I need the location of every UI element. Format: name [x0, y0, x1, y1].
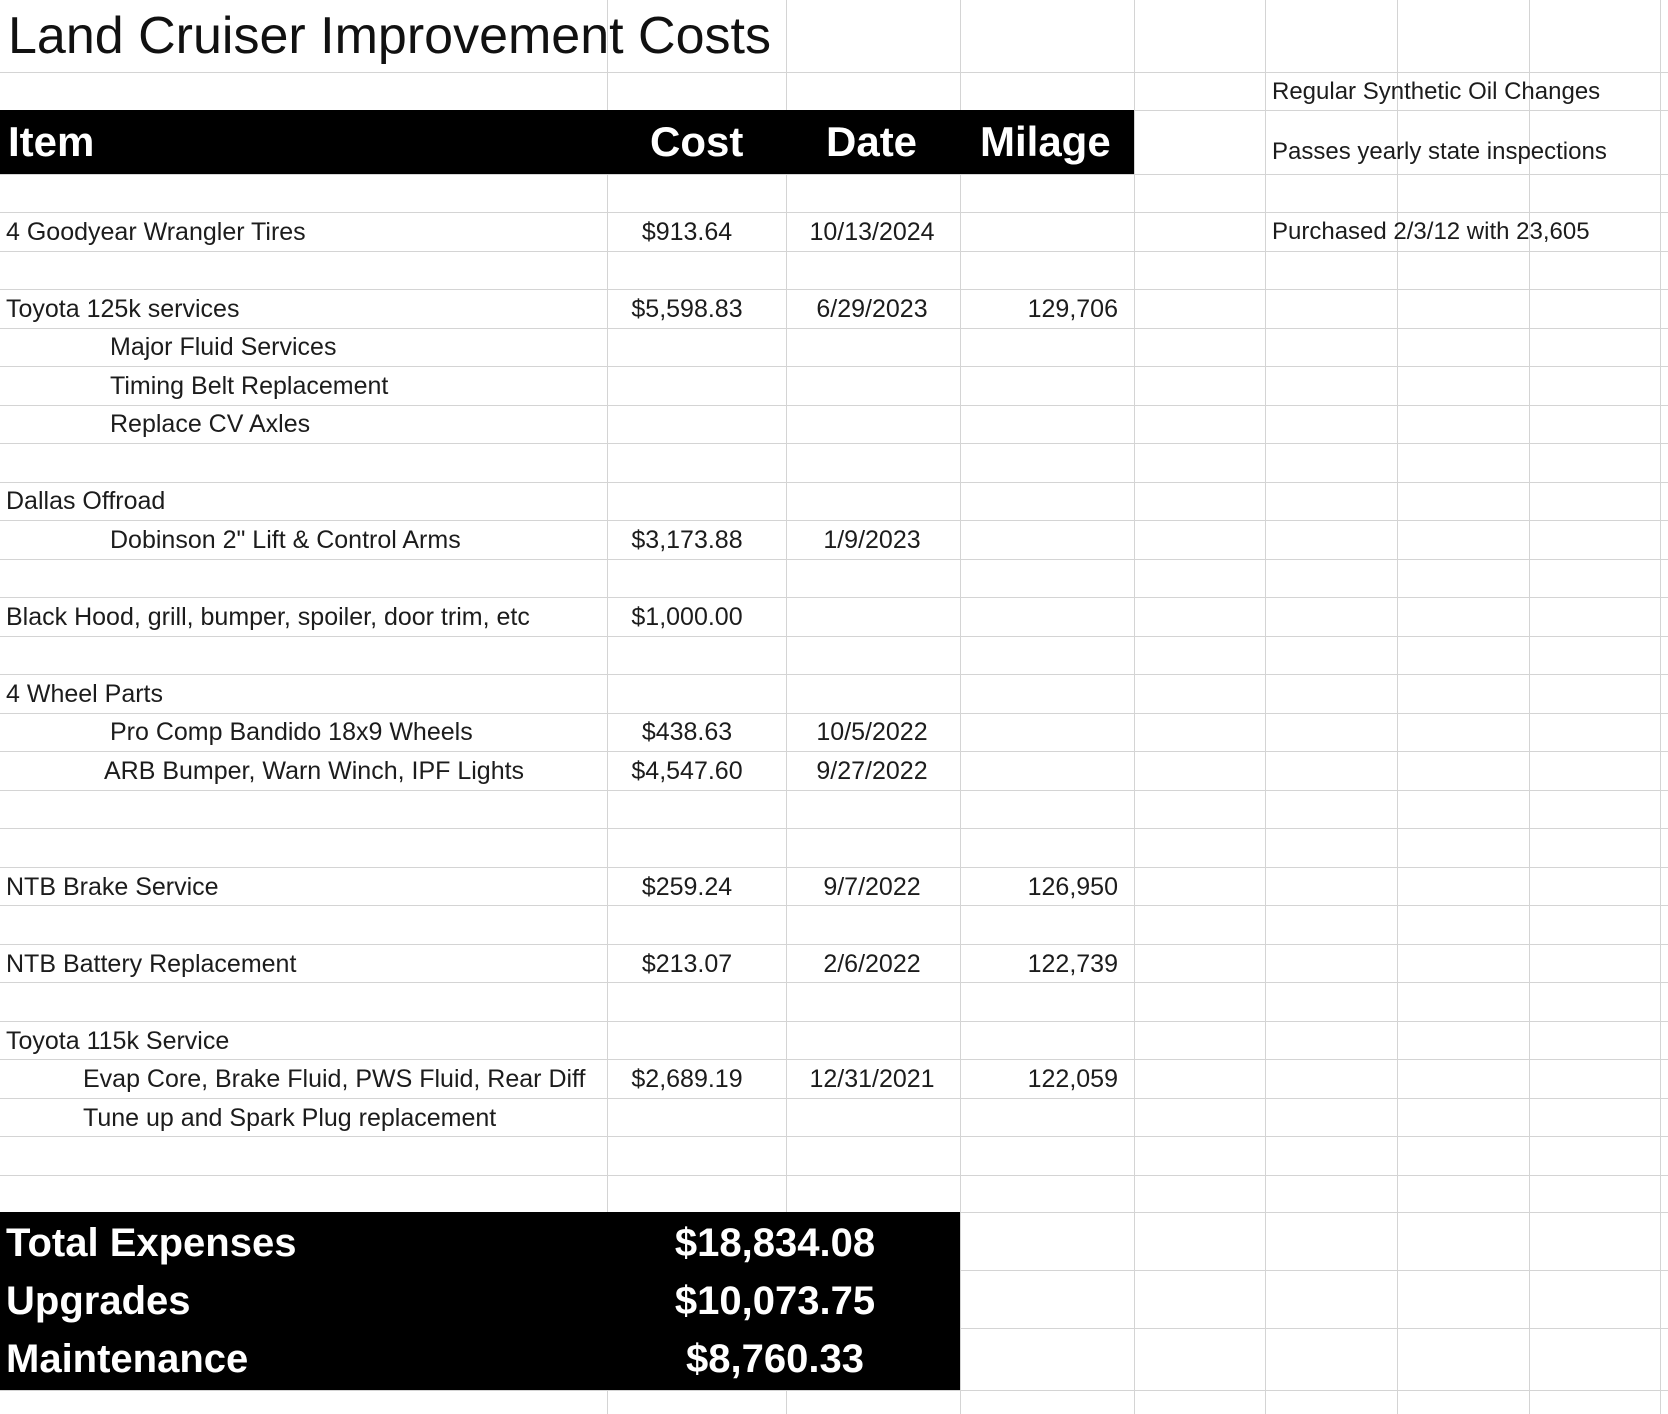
row-item[interactable]: 4 Goodyear Wrangler Tires	[6, 218, 306, 246]
total-expenses-row	[0, 1214, 960, 1272]
row-date[interactable]: 10/5/2022	[816, 718, 928, 746]
row-date[interactable]: 6/29/2023	[816, 295, 928, 323]
row-item[interactable]: NTB Battery Replacement	[6, 950, 297, 978]
totals-block	[0, 1212, 960, 1390]
upgrades-label[interactable]: Upgrades	[6, 1279, 191, 1323]
row-item[interactable]: Toyota 125k services	[6, 295, 240, 323]
row-subitem[interactable]: Dobinson 2" Lift & Control Arms	[110, 526, 461, 554]
maintenance-label[interactable]: Maintenance	[6, 1337, 249, 1381]
row-subitem[interactable]: Evap Core, Brake Fluid, PWS Fluid, Rear Diff	[83, 1065, 586, 1093]
gridline	[1660, 0, 1661, 1414]
gridline	[0, 1175, 1668, 1176]
row-date[interactable]: 2/6/2022	[823, 950, 921, 978]
row-item[interactable]: Toyota 115k Service	[6, 1027, 230, 1055]
header-date[interactable]: Date	[826, 118, 918, 165]
row-subitem[interactable]: Timing Belt Replacement	[110, 372, 389, 400]
header-item[interactable]: Item	[8, 118, 95, 165]
row-milage[interactable]: 129,706	[1027, 295, 1118, 323]
row-milage[interactable]: 126,950	[1027, 873, 1118, 901]
row-item[interactable]: Dallas Offroad	[6, 487, 166, 515]
upgrades-row	[0, 1272, 960, 1330]
note-purchased[interactable]: Purchased 2/3/12 with 23,605	[1272, 218, 1590, 245]
gridline	[0, 1390, 1668, 1391]
gridline	[0, 674, 1668, 675]
row-cost[interactable]: $259.24	[641, 873, 733, 901]
sheet-title[interactable]: Land Cruiser Improvement Costs	[8, 7, 771, 65]
gridline	[0, 443, 1668, 444]
row-item[interactable]: Black Hood, grill, bumper, spoiler, door trim, etc	[6, 603, 530, 631]
row-subitem[interactable]: ARB Bumper, Warn Winch, IPF Lights	[104, 757, 525, 785]
table-header-row	[0, 110, 1134, 174]
gridline	[0, 1021, 1668, 1022]
row-cost[interactable]: $913.64	[641, 218, 733, 246]
header-milage[interactable]: Milage	[980, 118, 1111, 165]
header-cost[interactable]: Cost	[650, 118, 744, 165]
gridline	[1134, 0, 1135, 1414]
note-inspections[interactable]: Passes yearly state inspections	[1272, 138, 1607, 165]
row-cost[interactable]: $5,598.83	[631, 295, 743, 323]
row-cost[interactable]: $1,000.00	[631, 603, 743, 631]
upgrades-value[interactable]: $10,073.75	[674, 1279, 876, 1323]
total-expenses-value[interactable]: $18,834.08	[674, 1221, 876, 1265]
row-cost[interactable]: $4,547.60	[631, 757, 743, 785]
gridline	[1265, 0, 1266, 1414]
gridline	[0, 559, 1668, 560]
gridline	[0, 174, 1668, 175]
note-oil-changes[interactable]: Regular Synthetic Oil Changes	[1272, 78, 1601, 105]
row-date[interactable]: 9/27/2022	[816, 757, 928, 785]
row-item[interactable]: 4 Wheel Parts	[6, 680, 164, 708]
row-subitem[interactable]: Major Fluid Services	[110, 333, 337, 361]
row-cost[interactable]: $438.63	[641, 718, 733, 746]
row-date[interactable]: 9/7/2022	[823, 873, 921, 901]
total-expenses-label[interactable]: Total Expenses	[6, 1221, 297, 1265]
row-milage[interactable]: 122,059	[1027, 1065, 1118, 1093]
row-milage[interactable]: 122,739	[1027, 950, 1118, 978]
gridline	[0, 636, 1668, 637]
row-milage[interactable]	[960, 213, 1134, 251]
gridline	[0, 482, 1668, 483]
row-date[interactable]: 10/13/2024	[809, 218, 935, 246]
row-date[interactable]: 12/31/2021	[809, 1065, 935, 1093]
row-cost[interactable]: $213.07	[641, 950, 733, 978]
maintenance-row	[0, 1330, 960, 1388]
maintenance-value[interactable]: $8,760.33	[686, 1337, 864, 1381]
gridline	[0, 251, 1668, 252]
row-item[interactable]: NTB Brake Service	[6, 873, 219, 901]
row-cost[interactable]: $3,173.88	[631, 526, 743, 554]
row-cost[interactable]: $2,689.19	[631, 1065, 743, 1093]
gridline	[0, 828, 1668, 829]
row-subitem[interactable]: Tune up and Spark Plug replacement	[83, 1104, 497, 1132]
row-subitem[interactable]: Replace CV Axles	[110, 410, 311, 438]
row-subitem[interactable]: Pro Comp Bandido 18x9 Wheels	[110, 718, 473, 746]
row-date[interactable]: 1/9/2023	[823, 526, 921, 554]
gridline	[0, 790, 1668, 791]
